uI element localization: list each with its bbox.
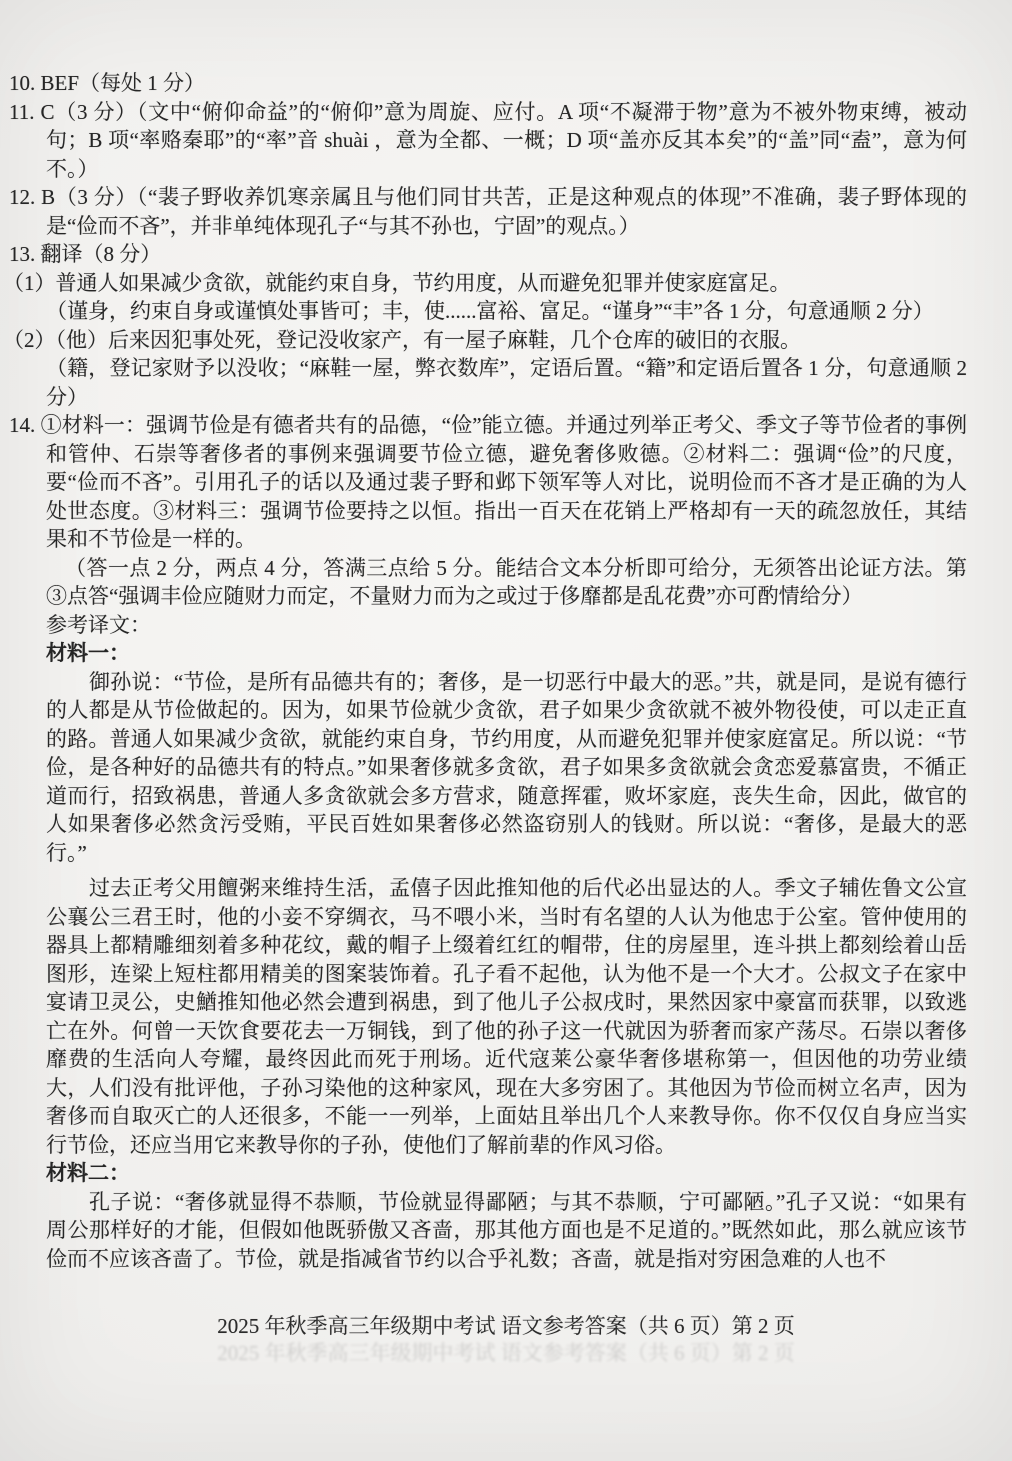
translation-section xyxy=(46,611,967,1274)
answer-item-10: 10. BEF（每处 1 分） xyxy=(9,71,206,95)
material-1-paragraph-2: 过去正考父用饘粥来维持生活，孟僖子因此推知他的后代必出显达的人。季文子辅佐鲁文公宣公襄公三君王时，他的小妾不穿绸衣，马不喂小米，当时有名望的人认为他忠于公室。管仲使用的器具上都精雕细刻着多种花纹，戴的帽子上缀着红红的帽带，住的房屋里，连斗拱上都刻绘着山岳图形，连梁上短柱都用精美的图案装饰着。孔子看不起他，认为他不是一个大才。公叔文子在家中宴请卫灵公，史鰌推知他必然会遭到祸患，到了他儿子公叔戌时，果然因家中豪富而获罪，以致逃亡在外。何曾一天饮食要花去一万铜钱，到了他的孙子这一代就因为骄奢而家产荡尽。石崇以奢侈靡费的生活向人夸耀，最终因此而死于刑场。近代寇莱公豪华奢侈堪称第一，但因他的功劳业绩大，人们没有批评他，子孙习染他的这种家风，现在大多穷困了。其他因为节俭而树立名声，因为奢侈而自取灭亡的人还很多，不能一一列举，上面姑且举出几个人来教导你。你不仅仅自身应当实行节俭，还应当用它来教导你的子孙，使他们了解前辈的作风习俗。 xyxy=(46,876,967,1157)
answer-13-part2-note: （籍，登记家财予以没收；“麻鞋一屋，弊衣数库”，定语后置。“籍”和定语后置各 1 分，句意通顺 2 分） xyxy=(46,356,967,409)
answer-14-note: （答一点 2 分，两点 4 分，答满三点给 5 分。能结合文本分析即可给分，无须答出论证方法。第③点答“强调丰俭应随财力而定，不量财力而为之或过于侈靡都是乱花费”亦可酌情给分） xyxy=(46,555,967,608)
material-1-paragraph-1: 御孙说：“节俭，是所有品德共有的；奢侈，是一切恶行中最大的恶。”共，就是同，是说有德行的人都是从节俭做起的。因为，如果节俭就少贪欲，君子如果少贪欲就不被外物役使，可以走正直的路。普通人如果减少贪欲，就能约束自身，节约用度，从而避免犯罪并使家庭富足。所以说：“节俭，是各种好的品德共有的特点。”如果奢侈就多贪欲，君子如果多贪欲就会贪恋爱慕富贵，不循正道而行，招致祸患，普通人多贪欲就会多方营求，随意挥霍，败坏家庭，丧失生命，因此，做官的人如果奢侈必然贪污受贿，平民百姓如果奢侈必然盗窃别人的钱财。所以说：“奢侈，是最大的恶行。” xyxy=(46,669,967,865)
answer-item-14: 14. ①材料一：强调节俭是有德者共有的品德，“俭”能立德。并通过列举正考父、季文子等节俭者的事例和管仲、石崇等奢侈者的事例来强调要节俭立德，避免奢侈败德。②材料二：强调“俭”的尺度，要“俭而不吝”。引用孔子的话以及通过裴子野和邺下领军等人对比，说明俭而不吝才是正确的为人处世态度。③材料三：强调节俭要持之以恒。指出一百天在花销上严格却有一天的疏忽放任，其结果和不节俭是一样的。 xyxy=(9,413,967,551)
answer-13-part1: （1）普通人如果减少贪欲，就能约束自身，节约用度，从而避免犯罪并使家庭富足。 xyxy=(3,270,791,295)
material-2-paragraph-1: 孔子说：“奢侈就显得不恭顺，节俭就显得鄙陋；与其不恭顺，宁可鄙陋。”孔子又说：“如果有周公那样好的才能，但假如他既骄傲又吝啬，那其他方面也是不足道的。”既然如此，那么就应该节俭而不应该吝啬了。节俭，就是指减省节约以合乎礼数；吝啬，就是指对穷困急难的人也不 xyxy=(46,1189,967,1271)
reference-translation-label: 参考译文： xyxy=(46,612,151,637)
material-2-heading: 材料二： xyxy=(46,1161,130,1185)
answer-item-13-title: 13. 翻译（8 分） xyxy=(9,242,162,266)
answer-13-part2: （2）（他）后来因犯事处死，登记没收家产，有一屋子麻鞋，几个仓库的破旧的衣服。 xyxy=(3,327,801,352)
page-footer-ghost: 2025 年秋季高三年级期中考试 语文参考答案（共 6 页）第 2 页 xyxy=(217,1341,795,1365)
page-footer: 2025 年秋季高三年级期中考试 语文参考答案（共 6 页）第 2 页 xyxy=(217,1314,795,1338)
answer-item-11: 11. C（3 分）（文中“俯仰命益”的“俯仰”意为周旋、应付。A 项“不凝滞于物”意为不被外物束缚，被动句；B 项“率赂秦耶”的“率”音 shuài ，意为全都、一概；D 项“盖亦反其本矣”的“盖”同“盍”，意为何不。） xyxy=(9,99,967,181)
answer-13-part1-note: （谨身，约束自身或谨慎处事皆可；丰，使......富裕、富足。“谨身”“丰”各 1 分，句意通顺 2 分） xyxy=(46,299,934,323)
document-body xyxy=(3,69,967,1273)
answer-item-12: 12. B（3 分）（“裴子野收养饥寒亲属且与他们同甘共苦，正是这种观点的体现”不准确，裴子野体现的是“俭而不吝”，并非单纯体现孔子“与其不孙也，宁固”的观点。） xyxy=(9,185,967,238)
answers-section xyxy=(3,69,967,611)
material-1-heading: 材料一： xyxy=(46,641,130,665)
